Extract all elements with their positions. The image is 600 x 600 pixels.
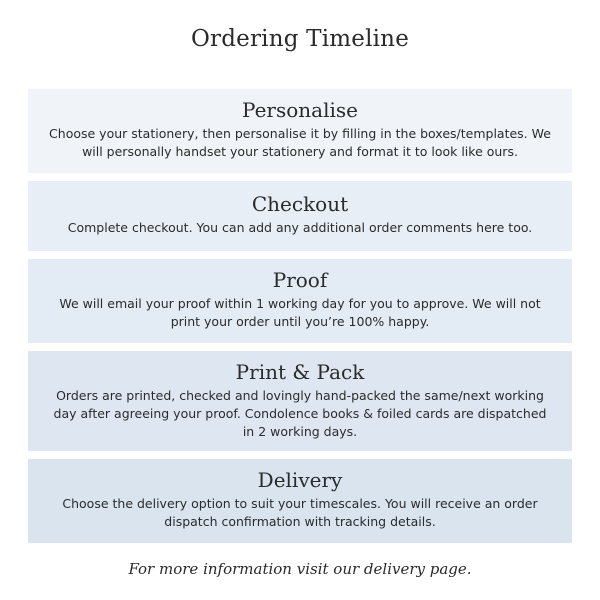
step-description: Orders are printed, checked and lovingly hand-packed the same/next working day after agreeing your proof. Condolence books & foiled cards are dispatched in 2 working days. <box>53 388 547 439</box>
timeline-step-personalise <box>28 89 572 173</box>
timeline-step-checkout <box>28 181 572 251</box>
step-heading: Personalise <box>242 98 358 122</box>
step-description: Choose the delivery option to suit your timescales. You will receive an order dispatch confirmation with tracking details. <box>62 496 538 529</box>
step-description: Complete checkout. You can add any additional order comments here too. <box>67 220 533 235</box>
delivery-info-note: For more information visit our delivery page. <box>128 560 472 578</box>
step-heading: Proof <box>272 268 328 292</box>
step-heading: Checkout <box>251 192 349 216</box>
timeline-step-proof <box>28 259 572 343</box>
step-description: We will email your proof within 1 working day for you to approve. We will not print your order until you’re 100% happy. <box>59 296 541 329</box>
step-heading: Delivery <box>257 468 343 492</box>
timeline-step-delivery <box>28 459 572 543</box>
step-heading: Print & Pack <box>235 360 365 384</box>
step-description: Choose your stationery, then personalise it by filling in the boxes/templates. We will personally handset your stationery and format it to look like ours. <box>49 126 551 159</box>
timeline-step-print-pack <box>28 351 572 451</box>
page-title: Ordering Timeline <box>190 26 410 52</box>
